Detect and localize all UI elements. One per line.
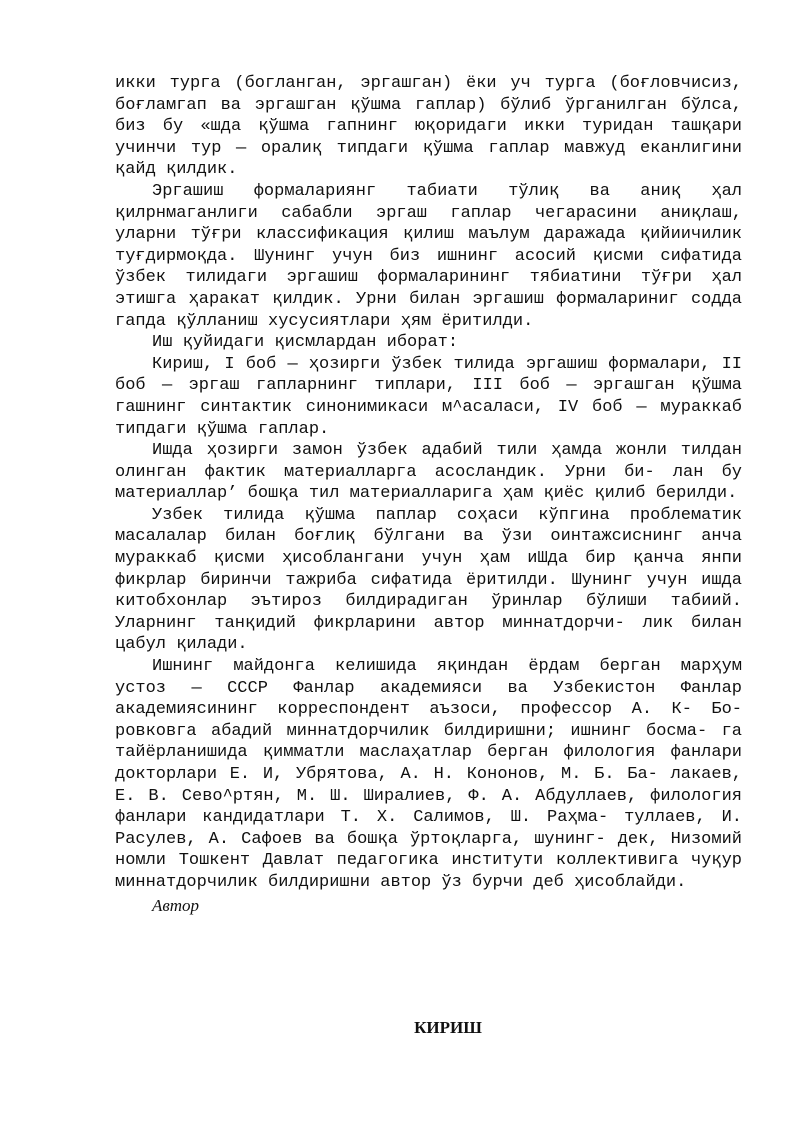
author-signature: Автор [152, 895, 200, 915]
paragraph-structure-intro: Иш қуйидаги қисмлардан иборат: [152, 333, 459, 353]
paragraph-materials: Ишда ҳозирги замон ўзбек адабий тили ҳамда жонли тилдан олинган фактик материалларга асосландик. Урни би- лан бу материаллар’ бошқа тил материалларига ҳам қиёс қилиб берилди. [115, 441, 742, 504]
paragraph-continuation: икки турга (богланган, эргашган) ёки уч турга (боғловчисиз, боғламгап ва эргашган қўшма гаплар) бўлиб ўрганилган бўлса, биз бу «шда қўшма гапнинг юқоридаги икки туридан ташқари учинчи тур — оралиқ типдаги қўшма гаплар мавжуд еканлигини қайд қилдик. [115, 74, 742, 180]
paragraph-chapters: Кириш, I боб — ҳозирги ўзбек тилида эргашиш формалари, II боб — эргаш гапларнинг типлари, III боб — эргашган қўшма гашнинг синтактик синонимикаси м^асаласи, IV боб — мураккаб типдаги қўшма гаплар. [115, 354, 742, 439]
paragraph-ergashish-forms: Эргашиш формалариянг табиати тўлиқ ва аниқ ҳал қилрнмаганлиги сабабли эргаш гаплар чегарасини аниқлаш, уларни тўғри классификация қилиш маълум даражада қийиичилик туғдирмоқда. Шунинг учун биз ишнинг асосий қисми сифатида ўзбек тилидаги эргашиш формаларининг тябиатини тўғри ҳал этишга ҳаракат қилдик. Урни билан эргашиш формалариниг содда гапда қўлланиш хусусиятлари ҳям ёритилди. [115, 181, 742, 331]
paragraph-problems: Узбек тилида қўшма паплар соҳаси кўпгина проблематик масалалар билан боғлиқ бўлгани ва ўзи оинтажсиснинг анча мураккаб қисми ҳисоблангани учун ҳам иШда бир қанча янпи фикрлар биринчи тажриба сифатида ёритилди. Шунинг учун ишда китобхонлар эътироз билдирадиган ўринлар бўлиши табиий. Уларнинг танқидий фикрларини автор миннатдорчи- лик билан цабул қилади. [115, 505, 742, 655]
document-body [115, 73, 742, 918]
paragraph-acknowledgements: Ишнинг майдонга келишида яқиндан ёрдам берган марҳум устоз — СССР Фанлар академияси ва Узбекистон Фанлар академиясининг корреспондент аъзоси, профессор А. К- Бо- ровковга абадий миннатдорчилик билдиришни; ишнинг босма- га тайёрланишида қимматли маслаҳатлар берган филология фанлари докторлари Е. И, Убрятова, А. Н. Кононов, М. Б. Ба- лакаев, Е. В. Сево^ртян, М. Ш. Ширалиев, Ф. А. Абдуллаев, филология фанлари кандидатлари Т. Х. Салимов, Ш. Раҳма- туллаев, И. Расулев, А. Сафоев ва бошқа ўртоқларга, шунинг- дек, Низомий номли Тошкент Давлат педагогика институти коллективига чуқур миннатдорчилик билдиришни автор ўз бурчи деб ҳисоблайди. [115, 657, 742, 892]
section-heading: КИРИШ [414, 1018, 482, 1037]
